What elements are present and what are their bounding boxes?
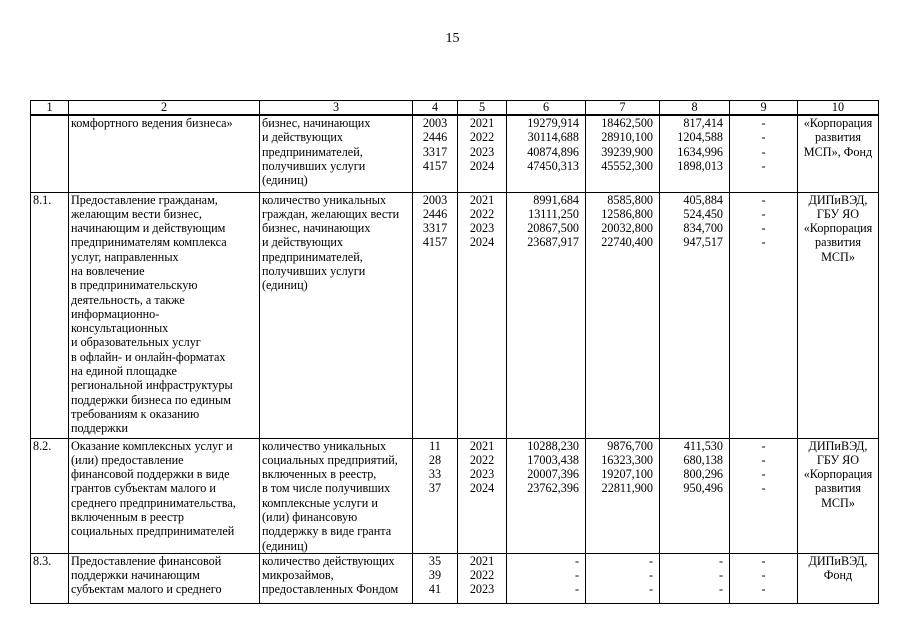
other-funding-value: - bbox=[761, 192, 766, 207]
regional-funding bbox=[586, 553, 660, 603]
indicator-value-value: 4157 bbox=[422, 158, 448, 173]
executor bbox=[798, 438, 879, 553]
item-number bbox=[31, 438, 69, 553]
header-col-3: 3 bbox=[260, 101, 413, 116]
total-funding bbox=[507, 115, 586, 192]
task-description-text: Оказание комплексных услуг и (или) предоставление финансовой поддержки в виде грантов субъектам малого и среднего предпринимательства, включенным в реестр социальных предпринимателей bbox=[71, 438, 236, 539]
indicator-value-value: 35 bbox=[428, 553, 442, 568]
header-col-9: 9 bbox=[730, 101, 798, 116]
indicator-description bbox=[260, 553, 413, 603]
indicator-value bbox=[413, 438, 458, 553]
federal-funding-value: - bbox=[718, 553, 723, 568]
federal-funding-value: 1898,013 bbox=[677, 158, 723, 173]
regional-funding-value: 28910,100 bbox=[601, 130, 653, 145]
indicator-value-value: 11 bbox=[429, 438, 441, 453]
other-funding-value: - bbox=[761, 481, 766, 496]
header-col-10: 10 bbox=[798, 101, 879, 116]
total-funding-value: 23762,396 bbox=[527, 481, 579, 496]
item-number bbox=[31, 192, 69, 438]
item-number-text: 8.2. bbox=[33, 438, 52, 453]
other-funding-value: - bbox=[761, 553, 766, 568]
other-funding-value: - bbox=[761, 144, 766, 159]
total-funding-value: 13111,250 bbox=[528, 206, 579, 221]
indicator-description bbox=[260, 192, 413, 438]
indicator-description-text: количество уникальных социальных предприятий, включенных в реестр, в том числе получивших комплексные услуги и (или) финансовую поддержку в виде гранта (единиц) bbox=[262, 438, 398, 553]
federal-funding bbox=[660, 115, 730, 192]
federal-funding-value: 524,450 bbox=[683, 206, 723, 221]
federal-funding-value: 1204,588 bbox=[677, 130, 723, 145]
other-funding-value: - bbox=[761, 235, 766, 250]
regional-funding-value: 12586,800 bbox=[601, 206, 653, 221]
federal-funding-value: 817,414 bbox=[683, 116, 723, 130]
federal-funding-value: 405,884 bbox=[683, 192, 723, 207]
page-number: 15 bbox=[445, 31, 460, 46]
total-funding-value: 47450,313 bbox=[527, 158, 579, 173]
year-value: 2022 bbox=[469, 206, 495, 221]
year-value: 2023 bbox=[469, 144, 495, 159]
column-number-header bbox=[31, 101, 879, 116]
total-funding bbox=[507, 192, 586, 438]
task-description-text: Предоставление гражданам, желающим вести бизнес, начинающим и действующим предпринимателям комплекса услуг, направленных на вовлечение в предпринимательскую деятельность, а также информационно- консультационных и образовательных услуг в офлайн- и онлайн-форматах на единой площадке региональной инфраструктуры поддержки бизнеса по единым требованиям к оказанию поддержки bbox=[71, 192, 233, 436]
total-funding-value: - bbox=[574, 568, 579, 583]
regional-funding bbox=[586, 115, 660, 192]
other-funding-value: - bbox=[761, 116, 766, 130]
indicator-value bbox=[413, 115, 458, 192]
indicator-description bbox=[260, 115, 413, 192]
header-col-1: 1 bbox=[31, 101, 69, 116]
executor bbox=[798, 553, 879, 603]
other-funding-value: - bbox=[761, 452, 766, 467]
year-value: 2021 bbox=[469, 438, 495, 453]
header-col-2: 2 bbox=[69, 101, 260, 116]
federal-funding bbox=[660, 192, 730, 438]
indicator-value-value: 2003 bbox=[422, 192, 448, 207]
total-funding-value: 23687,917 bbox=[527, 235, 579, 250]
total-funding-value: 8991,684 bbox=[533, 192, 579, 207]
regional-funding bbox=[586, 192, 660, 438]
regional-funding-value: 9876,700 bbox=[607, 438, 653, 453]
indicator-value-value: 2003 bbox=[422, 116, 448, 130]
year bbox=[458, 192, 507, 438]
header-col-4: 4 bbox=[413, 101, 458, 116]
regional-funding-value: - bbox=[648, 582, 653, 597]
executor bbox=[798, 115, 879, 192]
executor-text: ДИПиВЭД, ГБУ ЯО «Корпорация развития МСП» bbox=[803, 438, 873, 510]
federal-funding-value: 834,700 bbox=[683, 221, 723, 236]
task-description bbox=[69, 553, 260, 603]
total-funding-value: 30114,688 bbox=[527, 130, 579, 145]
total-funding-value: 10288,230 bbox=[527, 438, 579, 453]
other-funding bbox=[730, 438, 798, 553]
header-col-6: 6 bbox=[507, 101, 586, 116]
year-value: 2022 bbox=[469, 452, 495, 467]
total-funding bbox=[507, 438, 586, 553]
regional-funding-value: - bbox=[648, 568, 653, 583]
year-value: 2023 bbox=[469, 582, 495, 597]
header-col-5: 5 bbox=[458, 101, 507, 116]
year-value: 2021 bbox=[469, 192, 495, 207]
regional-funding-value: 8585,800 bbox=[607, 192, 653, 207]
indicator-description-text: количество уникальных граждан, желающих вести бизнес, начинающих и действующих предпринимателей, получивших услуги (единиц) bbox=[262, 192, 400, 293]
year-value: 2022 bbox=[469, 130, 495, 145]
program-table bbox=[30, 100, 879, 604]
header-col-7: 7 bbox=[586, 101, 660, 116]
task-description bbox=[69, 192, 260, 438]
indicator-value-value: 3317 bbox=[422, 221, 448, 236]
federal-funding-value: - bbox=[718, 582, 723, 597]
total-funding-value: 20867,500 bbox=[527, 221, 579, 236]
other-funding-value: - bbox=[761, 130, 766, 145]
indicator-value-value: 39 bbox=[428, 568, 442, 583]
other-funding-value: - bbox=[761, 221, 766, 236]
total-funding-value: - bbox=[574, 582, 579, 597]
indicator-value-value: 37 bbox=[428, 481, 442, 496]
federal-funding-value: 950,496 bbox=[683, 481, 723, 496]
indicator-value bbox=[413, 553, 458, 603]
other-funding-value: - bbox=[761, 582, 766, 597]
regional-funding-value: 19207,100 bbox=[601, 467, 653, 482]
federal-funding-value: - bbox=[718, 568, 723, 583]
federal-funding-value: 800,296 bbox=[683, 467, 723, 482]
task-description-text: комфортного ведения бизнеса» bbox=[71, 116, 233, 130]
table-row bbox=[31, 115, 879, 192]
table-row bbox=[31, 192, 879, 438]
regional-funding bbox=[586, 438, 660, 553]
other-funding-value: - bbox=[761, 206, 766, 221]
other-funding-value: - bbox=[761, 568, 766, 583]
year-value: 2021 bbox=[469, 116, 495, 130]
year-value: 2023 bbox=[469, 221, 495, 236]
total-funding-value: 40874,896 bbox=[527, 144, 579, 159]
total-funding-value: - bbox=[574, 553, 579, 568]
indicator-value-value: 2446 bbox=[422, 206, 448, 221]
other-funding-value: - bbox=[761, 438, 766, 453]
year-value: 2023 bbox=[469, 467, 495, 482]
federal-funding-value: 411,530 bbox=[683, 438, 723, 453]
item-number bbox=[31, 115, 69, 192]
other-funding bbox=[730, 115, 798, 192]
executor-text: ДИПиВЭД, ГБУ ЯО «Корпорация развития МСП» bbox=[803, 192, 873, 264]
total-funding-value: 20007,396 bbox=[527, 467, 579, 482]
executor-text: «Корпорация развития МСП», Фонд bbox=[803, 116, 873, 159]
federal-funding-value: 947,517 bbox=[683, 235, 723, 250]
total-funding-value: 17003,438 bbox=[527, 452, 579, 467]
total-funding-value: 19279,914 bbox=[527, 116, 579, 130]
year-value: 2024 bbox=[469, 235, 495, 250]
indicator-value bbox=[413, 192, 458, 438]
other-funding-value: - bbox=[761, 158, 766, 173]
other-funding bbox=[730, 192, 798, 438]
header-col-8: 8 bbox=[660, 101, 730, 116]
regional-funding-value: - bbox=[648, 553, 653, 568]
total-funding bbox=[507, 553, 586, 603]
regional-funding-value: 45552,300 bbox=[601, 158, 653, 173]
federal-funding bbox=[660, 553, 730, 603]
indicator-value-value: 4157 bbox=[422, 235, 448, 250]
year-value: 2021 bbox=[469, 553, 495, 568]
item-number-text: 8.3. bbox=[33, 553, 52, 568]
federal-funding-value: 680,138 bbox=[683, 452, 723, 467]
year-value: 2022 bbox=[469, 568, 495, 583]
year-value: 2024 bbox=[469, 481, 495, 496]
item-number bbox=[31, 553, 69, 603]
year bbox=[458, 553, 507, 603]
task-description bbox=[69, 438, 260, 553]
regional-funding-value: 16323,300 bbox=[601, 452, 653, 467]
task-description-text: Предоставление финансовой поддержки начинающим субъектам малого и среднего bbox=[71, 553, 222, 597]
indicator-description-text: бизнес, начинающих и действующих предпринимателей, получивших услуги (единиц) bbox=[262, 116, 371, 188]
regional-funding-value: 20032,800 bbox=[601, 221, 653, 236]
other-funding bbox=[730, 553, 798, 603]
indicator-description bbox=[260, 438, 413, 553]
indicator-value-value: 28 bbox=[428, 452, 442, 467]
regional-funding-value: 18462,500 bbox=[601, 116, 653, 130]
indicator-value-value: 41 bbox=[428, 582, 442, 597]
indicator-value-value: 33 bbox=[428, 467, 442, 482]
federal-funding bbox=[660, 438, 730, 553]
indicator-value-value: 3317 bbox=[422, 144, 448, 159]
other-funding-value: - bbox=[761, 467, 766, 482]
executor-text: ДИПиВЭД, Фонд bbox=[808, 553, 868, 583]
indicator-description-text: количество действующих микрозаймов, предоставленных Фондом bbox=[262, 553, 399, 597]
regional-funding-value: 39239,900 bbox=[601, 144, 653, 159]
year bbox=[458, 438, 507, 553]
year-value: 2024 bbox=[469, 158, 495, 173]
executor bbox=[798, 192, 879, 438]
regional-funding-value: 22811,900 bbox=[601, 481, 653, 496]
table-row bbox=[31, 438, 879, 553]
federal-funding-value: 1634,996 bbox=[677, 144, 723, 159]
task-description bbox=[69, 115, 260, 192]
table-row bbox=[31, 553, 879, 603]
regional-funding-value: 22740,400 bbox=[601, 235, 653, 250]
year bbox=[458, 115, 507, 192]
indicator-value-value: 2446 bbox=[422, 130, 448, 145]
item-number-text: 8.1. bbox=[33, 192, 52, 207]
